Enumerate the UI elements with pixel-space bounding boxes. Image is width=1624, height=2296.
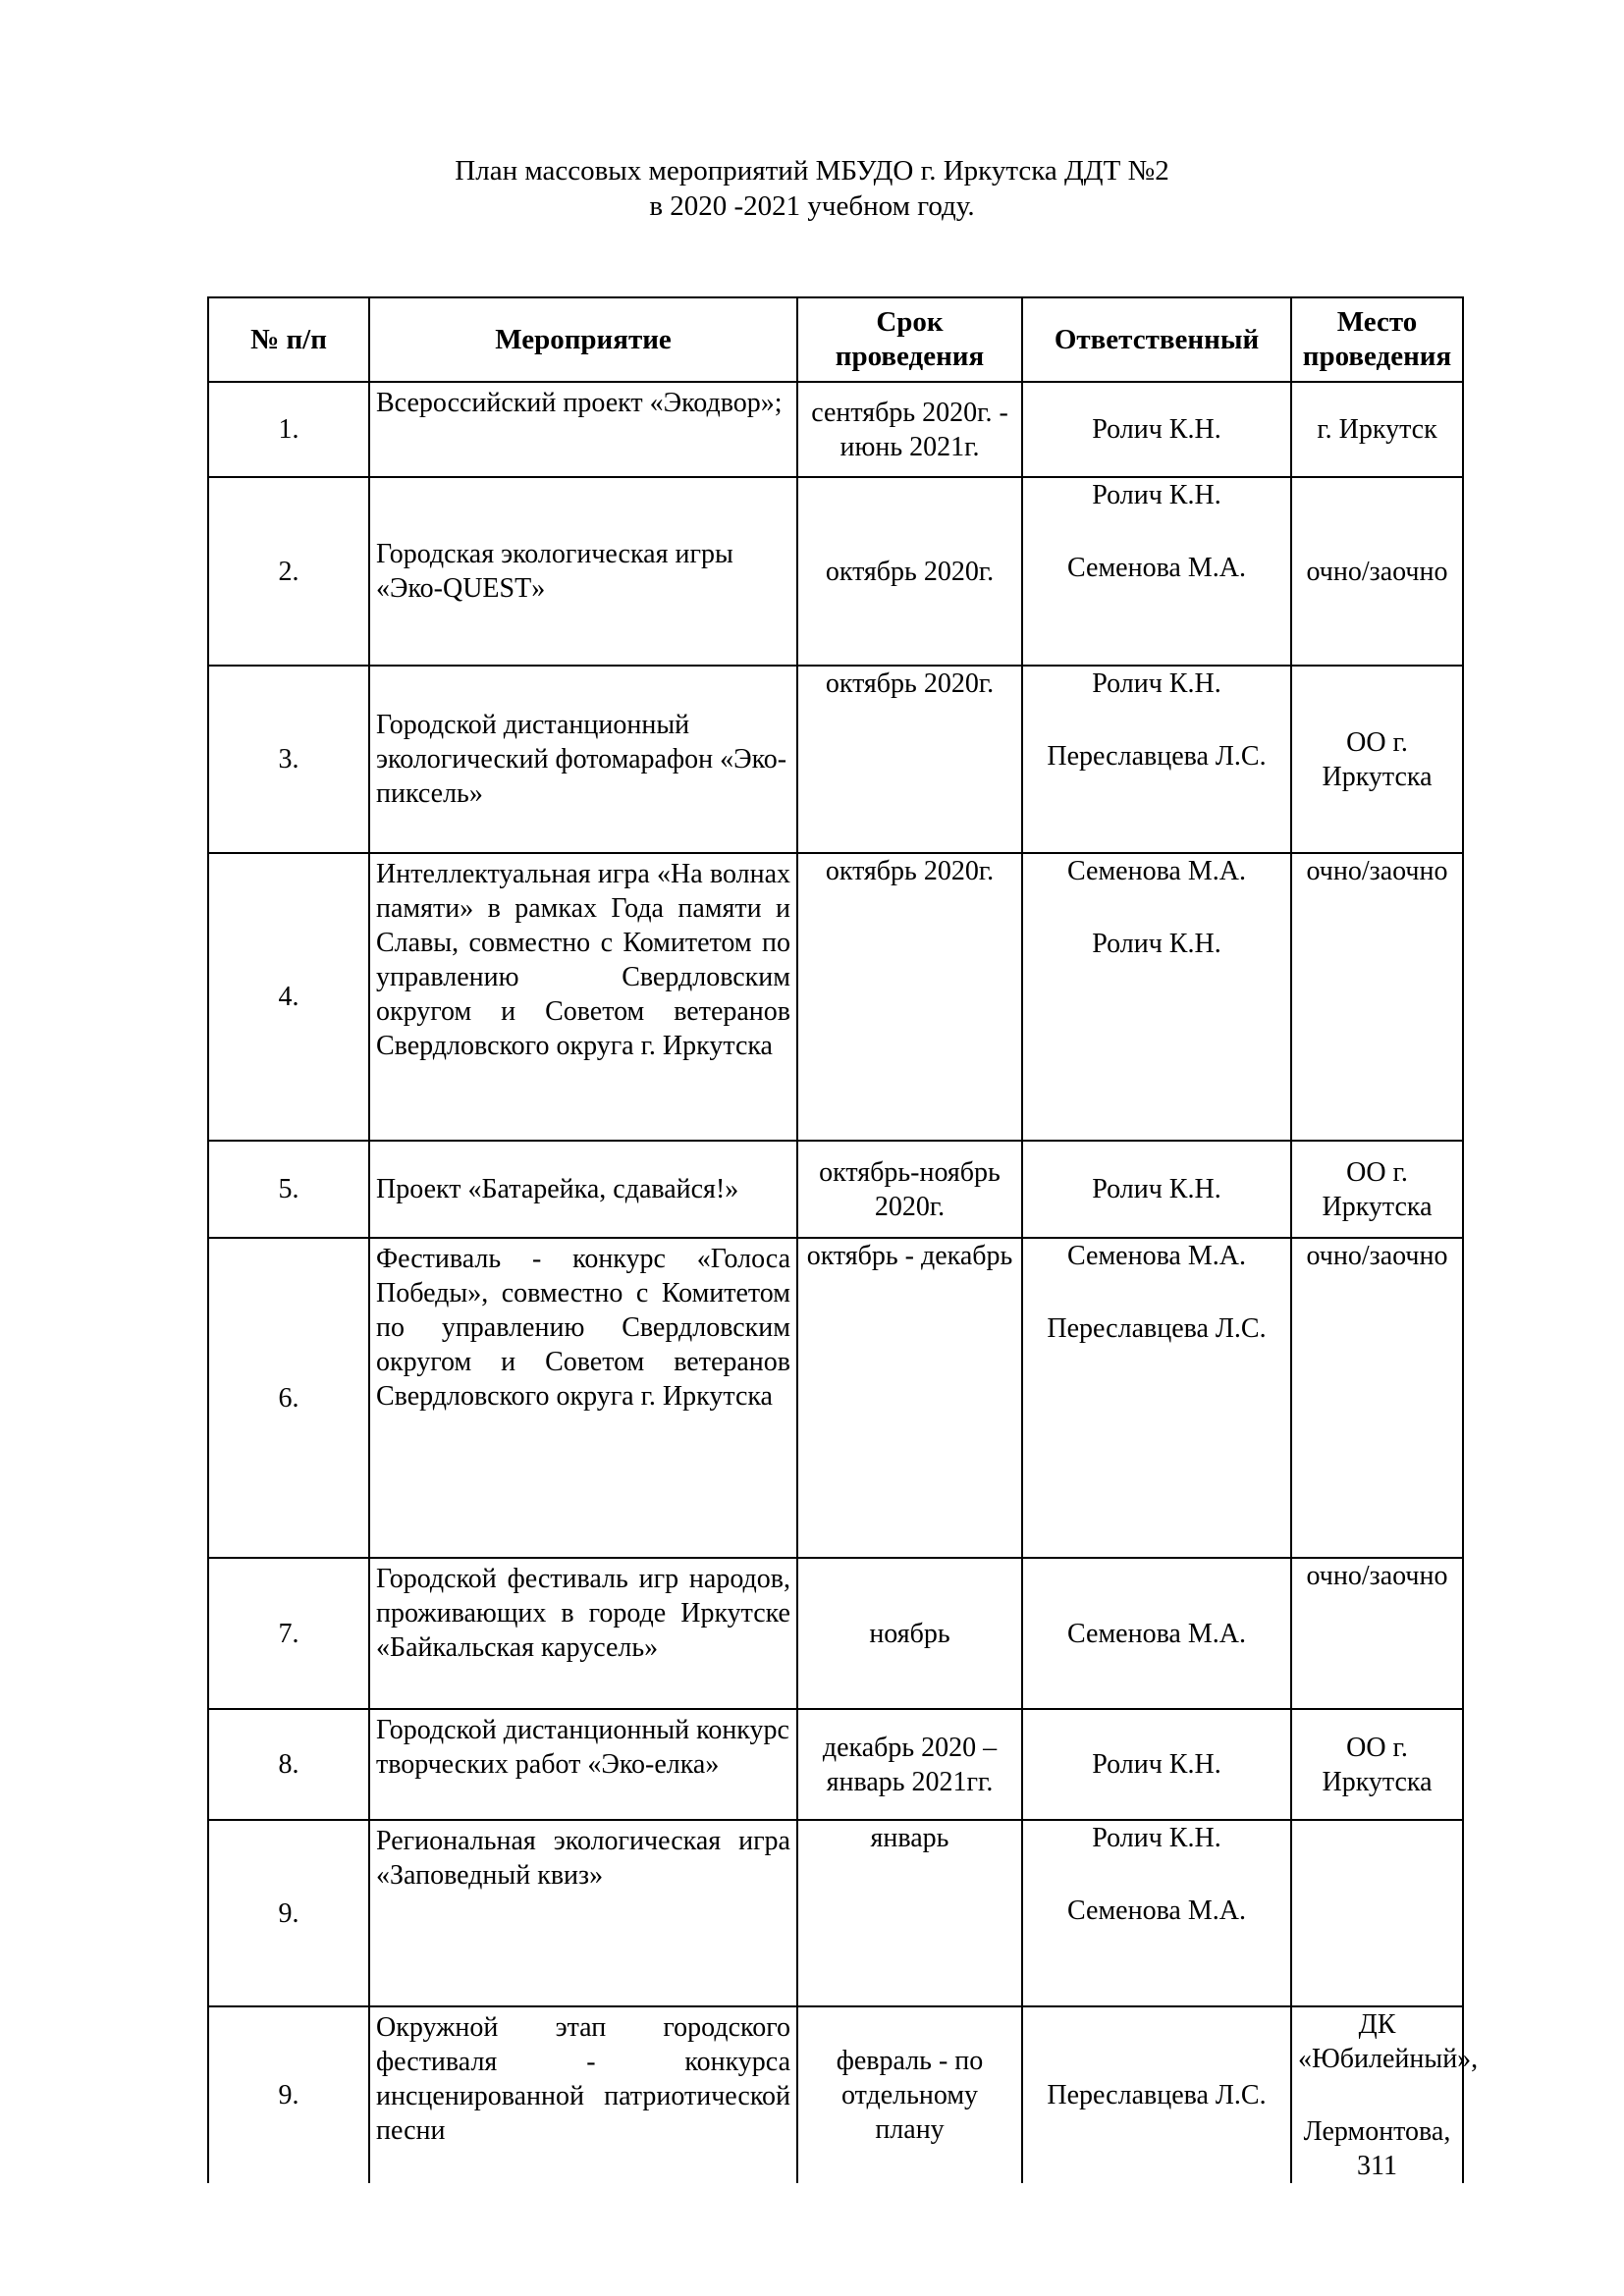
row-event: Региональная экологическая игра «Заповедный квиз»: [369, 1820, 797, 2006]
row-period: октябрь-ноябрь 2020г.: [797, 1141, 1022, 1238]
row-responsible: [1022, 1141, 1291, 1238]
responsible-person: Переславцева Л.С.: [1047, 1313, 1267, 1344]
responsible-person: Семенова М.А.: [1067, 1618, 1246, 1649]
table-row: [208, 477, 1463, 666]
row-num: 3.: [208, 666, 369, 853]
row-period: октябрь 2020г.: [797, 853, 1022, 1141]
responsible-person: Ролич К.Н.: [1092, 1823, 1221, 1853]
row-num: 8.: [208, 1709, 369, 1820]
responsible-person: Семенова М.А.: [1067, 1896, 1246, 1926]
row-responsible: [1022, 1558, 1291, 1709]
row-period: февраль - по отдельному плану: [797, 2006, 1022, 2183]
row-responsible: [1022, 1238, 1291, 1558]
header-responsible: Ответственный: [1022, 297, 1291, 382]
row-responsible: [1022, 477, 1291, 666]
row-num: 5.: [208, 1141, 369, 1238]
row-num: 9.: [208, 1820, 369, 2006]
row-num: 6.: [208, 1238, 369, 1558]
row-period: октябрь 2020г.: [797, 666, 1022, 853]
place-line: ДК «Юбилейный»,: [1298, 2009, 1479, 2074]
row-place: [1291, 2006, 1479, 2183]
row-place: очно/заочно: [1291, 477, 1463, 666]
row-responsible: [1022, 382, 1291, 477]
row-responsible: [1022, 1709, 1291, 1820]
table-row: [208, 382, 1463, 477]
title-line-2: в 2020 -2021 учебном году.: [649, 190, 975, 222]
row-event: Всероссийский проект «Экодвор»;: [369, 382, 797, 477]
table-row: [208, 1709, 1463, 1820]
row-num: 7.: [208, 1558, 369, 1709]
row-period: сентябрь 2020г. - июнь 2021г.: [797, 382, 1022, 477]
row-num: 1.: [208, 382, 369, 477]
row-place: очно/заочно: [1291, 1558, 1463, 1709]
row-period: октябрь 2020г.: [797, 477, 1022, 666]
row-responsible: [1022, 2006, 1291, 2183]
row-num: 4.: [208, 853, 369, 1141]
header-event: Мероприятие: [369, 297, 797, 382]
responsible-person: Переславцева Л.С.: [1047, 2080, 1267, 2110]
row-num: 9.: [208, 2006, 369, 2183]
title-line-1: План массовых мероприятий МБУДО г. Иркутска ДДТ №2: [455, 155, 1169, 187]
row-place: [1291, 1820, 1463, 2006]
row-event: Городской фестиваль игр народов, проживающих в городе Иркутске «Байкальская карусель»: [369, 1558, 797, 1709]
responsible-person: Ролич К.Н.: [1092, 1749, 1221, 1780]
events-plan-table: [207, 296, 1479, 2183]
responsible-person: Семенова М.А.: [1067, 856, 1246, 886]
row-responsible: [1022, 666, 1291, 853]
row-event: Интеллектуальная игра «На волнах памяти» в рамках Года памяти и Славы, совместно с Комитетом по управлению Свердловским округом и Советом ветеранов Свердловского округа г. Иркутска: [369, 853, 797, 1141]
table-row: [208, 2006, 1463, 2183]
row-place: ОО г. Иркутска: [1291, 1709, 1463, 1820]
row-responsible: [1022, 853, 1291, 1141]
row-event: Проект «Батарейка, сдавайся!»: [369, 1141, 797, 1238]
row-place: ОО г. Иркутска: [1291, 1141, 1463, 1238]
table-row: [208, 666, 1463, 853]
responsible-person: Ролич К.Н.: [1092, 480, 1221, 510]
responsible-person: Семенова М.А.: [1067, 1241, 1246, 1271]
row-event: Городская экологическая игры «Эко-QUEST»: [369, 477, 797, 666]
row-event: Городской дистанционный конкурс творческих работ «Эко-елка»: [369, 1709, 797, 1820]
row-period: декабрь 2020 – январь 2021гг.: [797, 1709, 1022, 1820]
row-period: ноябрь: [797, 1558, 1022, 1709]
header-num: № п/п: [208, 297, 369, 382]
table-row: [208, 1238, 1463, 1558]
responsible-person: Ролич К.Н.: [1092, 668, 1221, 699]
responsible-person: Ролич К.Н.: [1092, 929, 1221, 959]
row-event: Окружной этап городского фестиваля - конкурса инсценированной патриотической песни: [369, 2006, 797, 2183]
responsible-person: Переславцева Л.С.: [1047, 741, 1267, 772]
row-event: Городской дистанционный экологический фотомарафон «Эко-пиксель»: [369, 666, 797, 853]
row-place: очно/заочно: [1291, 1238, 1463, 1558]
table-row: [208, 853, 1463, 1141]
header-place: Место проведения: [1291, 297, 1463, 382]
row-event: Фестиваль - конкурс «Голоса Победы», совместно с Комитетом по управлению Свердловским округом и Советом ветеранов Свердловского округа г. Иркутска: [369, 1238, 797, 1558]
row-period: январь: [797, 1820, 1022, 2006]
document-title: [0, 153, 1624, 224]
row-place: ОО г. Иркутска: [1291, 666, 1463, 853]
row-period: октябрь - декабрь: [797, 1238, 1022, 1558]
responsible-person: Ролич К.Н.: [1092, 1174, 1221, 1204]
table-row: [208, 1558, 1463, 1709]
table-row: [208, 1141, 1463, 1238]
row-num: 2.: [208, 477, 369, 666]
row-responsible: [1022, 1820, 1291, 2006]
responsible-person: Семенова М.А.: [1067, 553, 1246, 583]
header-period: Срок проведения: [797, 297, 1022, 382]
table-row: [208, 1820, 1463, 2006]
place-line: Лермонтова, 311: [1303, 2116, 1451, 2181]
table-header-row: [208, 297, 1463, 382]
row-place: г. Иркутск: [1291, 382, 1463, 477]
row-place: очно/заочно: [1291, 853, 1463, 1141]
responsible-person: Ролич К.Н.: [1092, 414, 1221, 445]
